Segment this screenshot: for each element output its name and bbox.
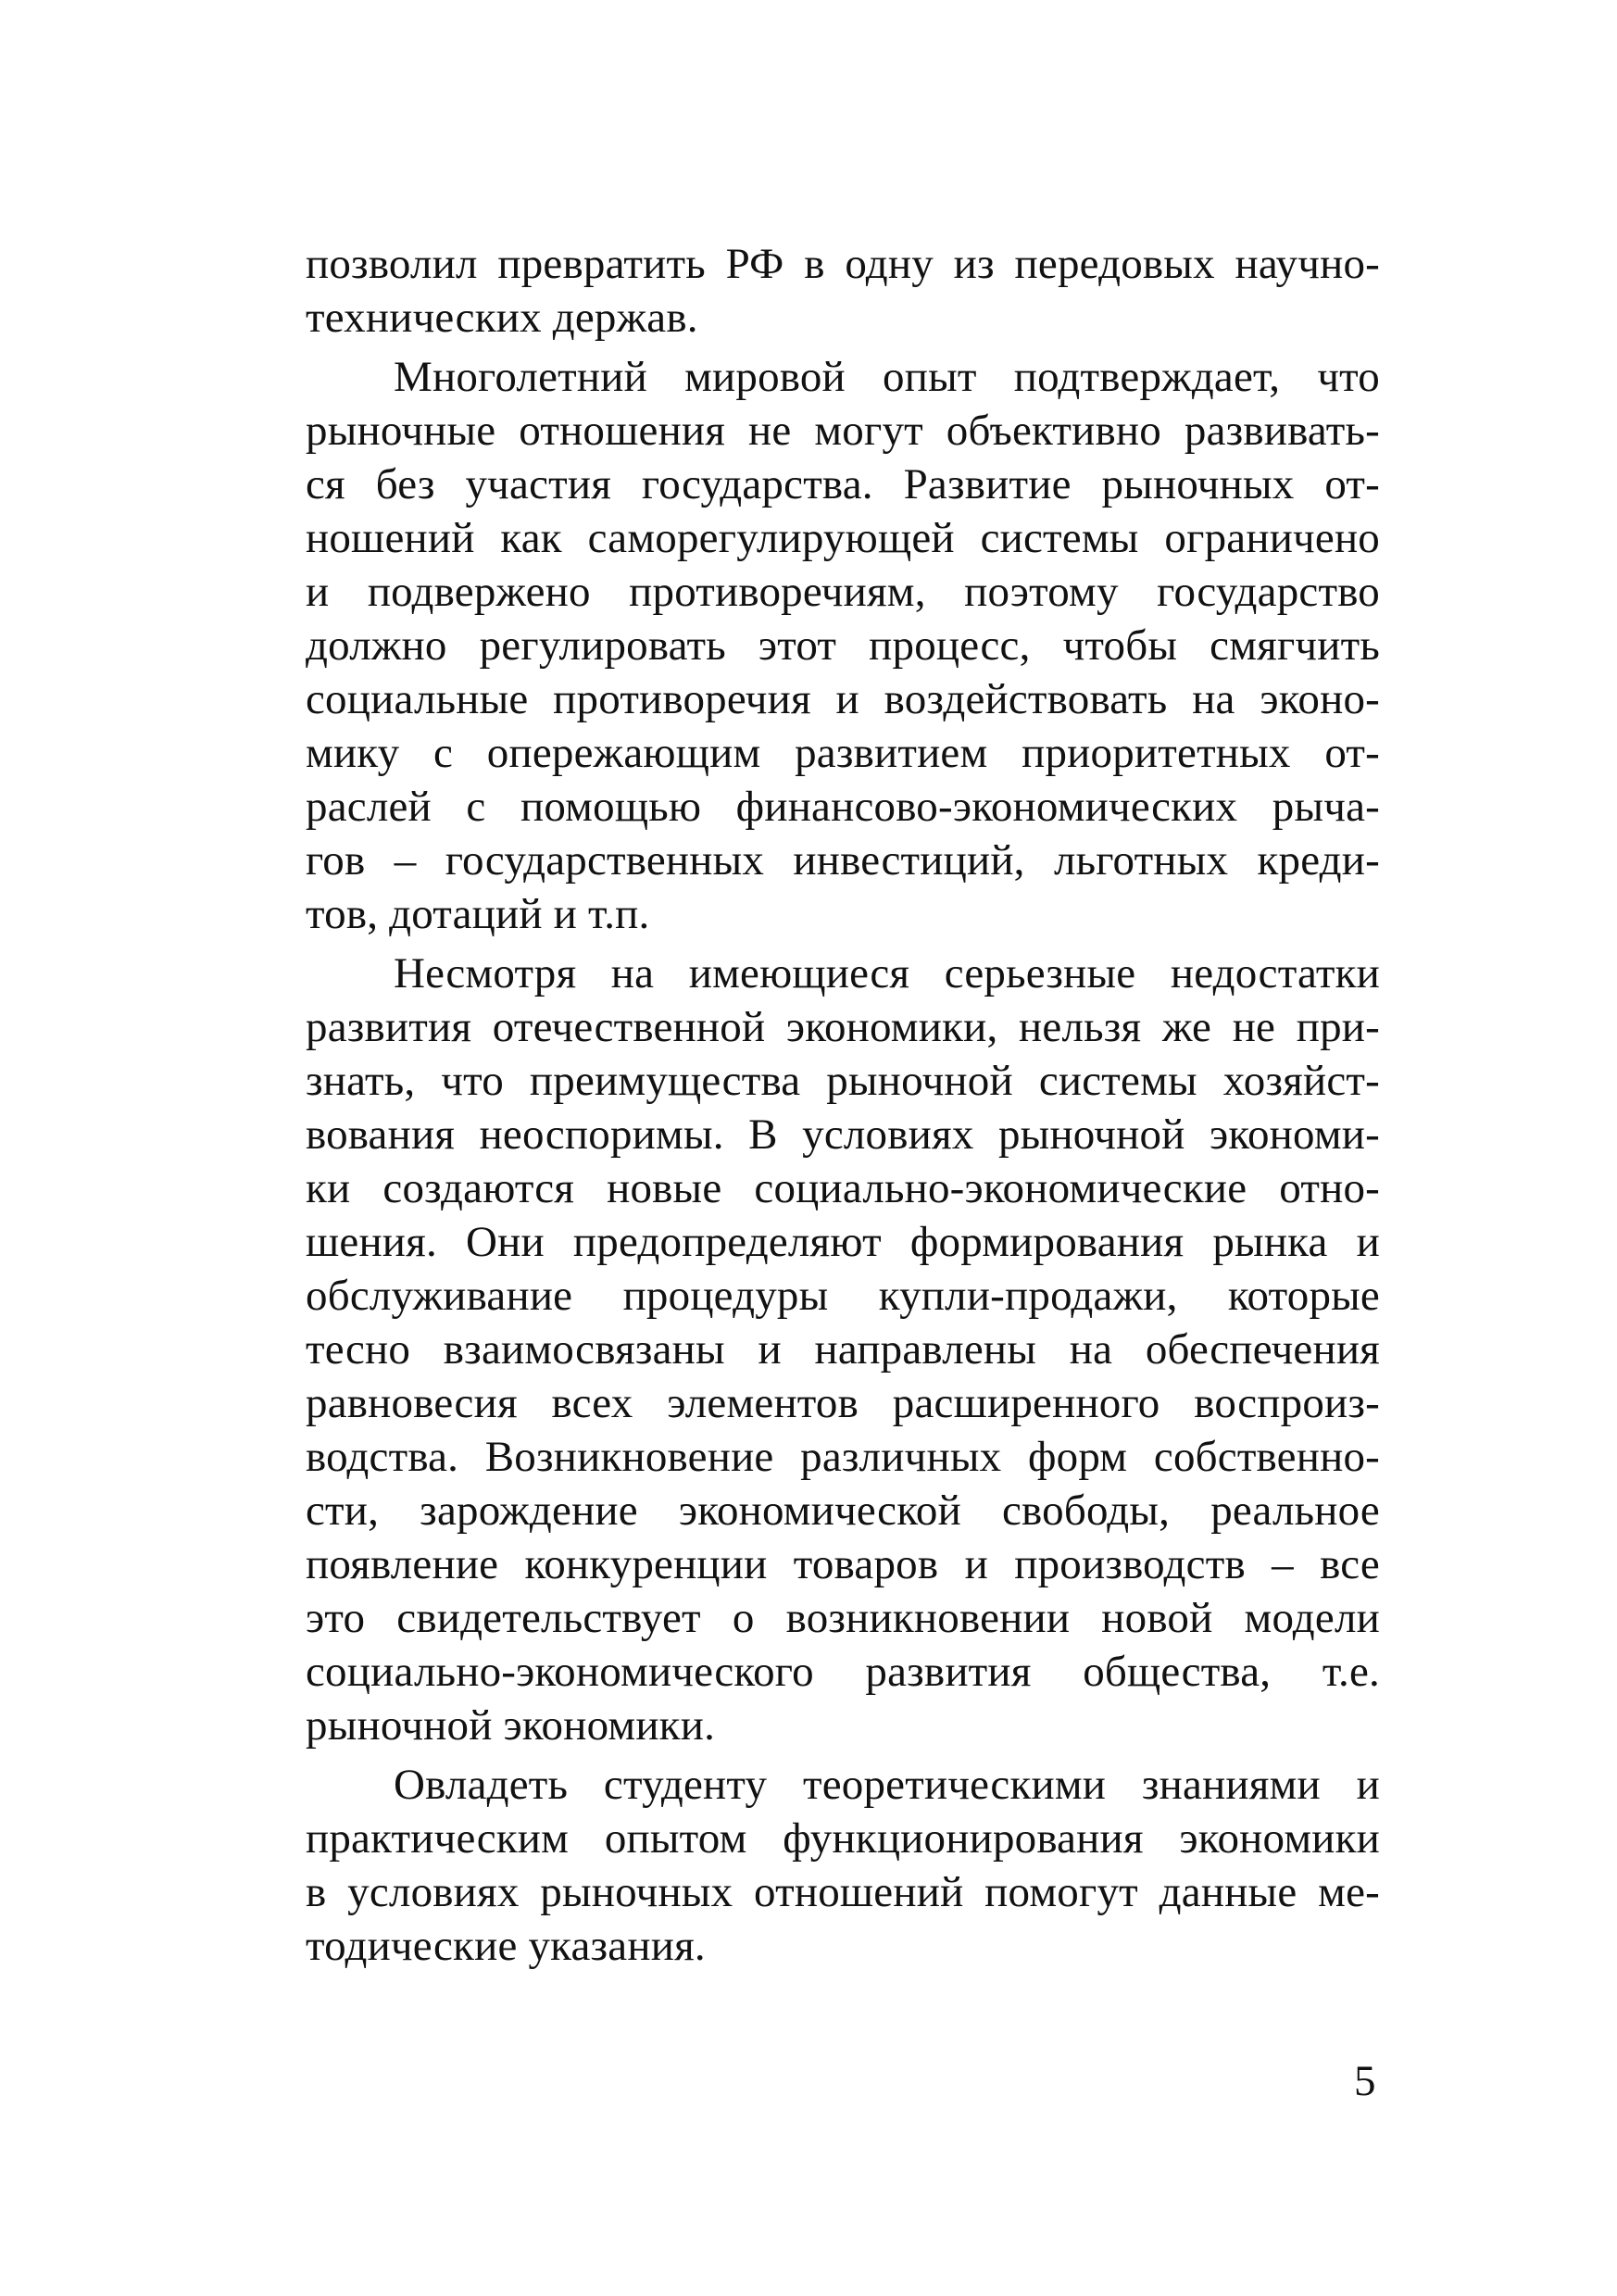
text-line: обслуживание процедуры купли-продажи, которые <box>306 1272 1380 1320</box>
text-line: мику с опережающим развитием приоритетных от- <box>306 729 1380 777</box>
body-text <box>306 237 1380 1973</box>
text-line: тодические указания. <box>306 1922 706 1970</box>
text-line: водства. Возникновение различных форм собственно- <box>306 1433 1380 1481</box>
text-line: позволил превратить РФ в одну из передовых научно- <box>306 240 1380 288</box>
text-line: ношений как саморегулирующей системы ограничено <box>306 514 1380 562</box>
text-line: социальные противоречия и воздействовать на эконо- <box>306 675 1380 723</box>
text-line: гов – государственных инвестиций, льготных креди- <box>306 836 1380 885</box>
text-line: Несмотря на имеющиеся серьезные недостатки <box>394 949 1380 997</box>
text-line: социально-экономического развития общества, т.е. <box>306 1648 1380 1696</box>
paragraph-1 <box>306 237 1380 345</box>
text-line: развития отечественной экономики, нельзя же не при- <box>306 1003 1380 1051</box>
text-line: рыночной экономики. <box>306 1701 716 1750</box>
text-line: шения. Они предопределяют формирования рынка и <box>306 1218 1380 1266</box>
text-line: должно регулировать этот процесс, чтобы смягчить <box>306 621 1380 670</box>
text-line: тов, дотаций и т.п. <box>306 890 650 938</box>
page-number: 5 <box>1354 2057 1376 2105</box>
text-line: ки создаются новые социально-экономические отно- <box>306 1164 1380 1212</box>
text-line: Овладеть студенту теоретическими знаниями и <box>394 1761 1380 1809</box>
text-line: это свидетельствует о возникновении новой модели <box>306 1594 1380 1642</box>
text-line: раслей с помощью финансово-экономических рыча- <box>306 783 1380 831</box>
text-line: Многолетний мировой опыт подтверждает, что <box>394 353 1380 401</box>
text-line: практическим опытом функционирования экономики <box>306 1814 1380 1863</box>
text-line: тесно взаимосвязаны и направлены на обеспечения <box>306 1325 1380 1374</box>
text-line: вования неоспоримы. В условиях рыночной экономи- <box>306 1110 1380 1159</box>
text-line: в условиях рыночных отношений помогут данные ме- <box>306 1868 1380 1916</box>
paragraph-3 <box>306 947 1380 1752</box>
text-line: сти, зарождение экономической свободы, реальное <box>306 1487 1380 1535</box>
text-line: знать, что преимущества рыночной системы хозяйст- <box>306 1057 1380 1105</box>
paragraph-4 <box>306 1758 1380 1973</box>
text-line: появление конкуренции товаров и производств – все <box>306 1540 1380 1588</box>
text-line: ся без участия государства. Развитие рыночных от- <box>306 460 1380 508</box>
text-line: рыночные отношения не могут объективно развивать- <box>306 407 1380 455</box>
text-line: равновесия всех элементов расширенного воспроиз- <box>306 1379 1380 1427</box>
text-line: технических держав. <box>306 294 698 342</box>
paragraph-2 <box>306 350 1380 941</box>
text-line: и подвержено противоречиям, поэтому государство <box>306 568 1380 616</box>
